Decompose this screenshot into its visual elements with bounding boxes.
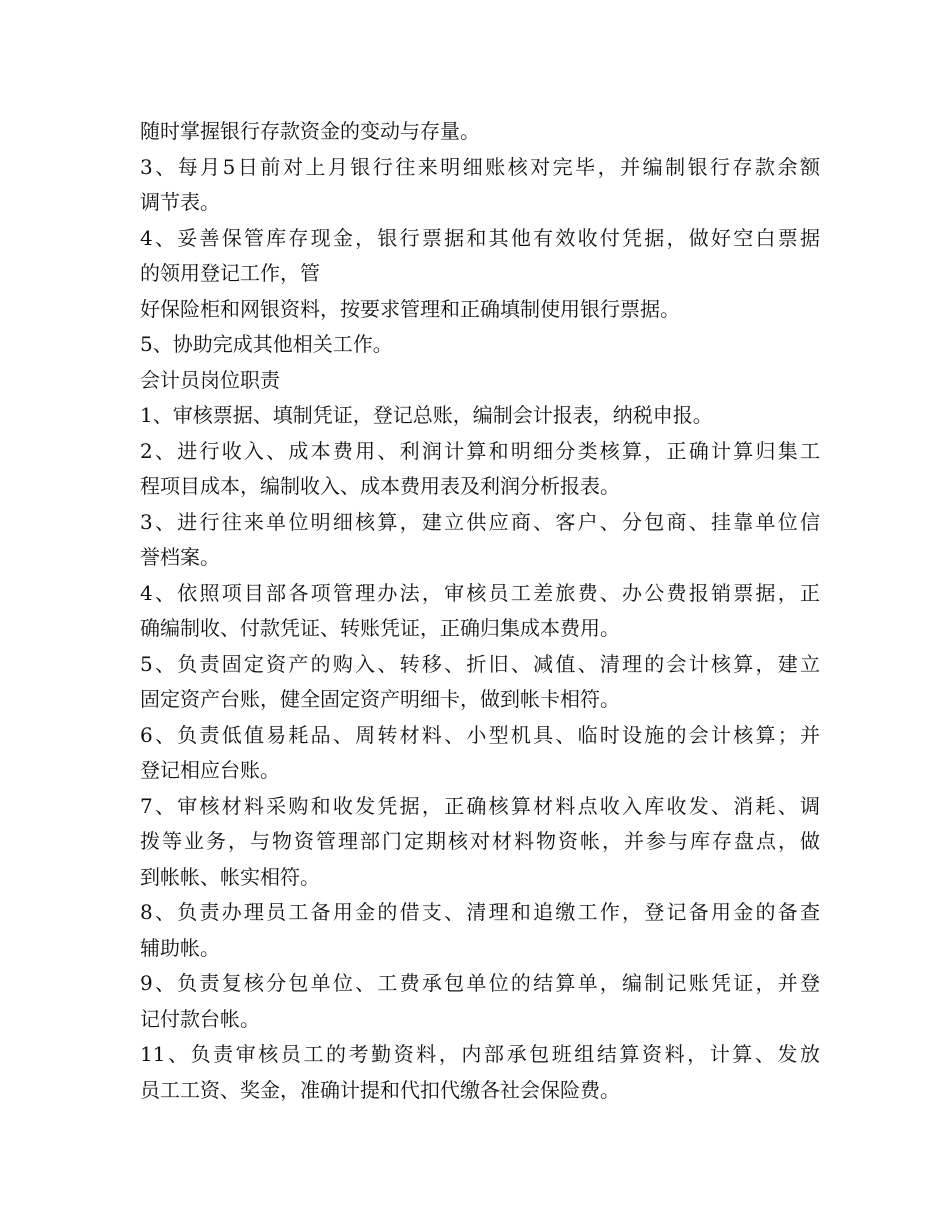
text-line: 随时掌握银行存款资金的变动与存量。 bbox=[140, 119, 480, 143]
text-line: 登记相应台账。 bbox=[140, 758, 280, 782]
text-line: 3、每月5日前对上月银行往来明细账核对完毕，并编制银行存款余额 bbox=[140, 154, 820, 179]
text-line: 6、负责低值易耗品、周转材料、小型机具、临时设施的会计核算；并 bbox=[140, 722, 820, 747]
text-line: 辅助帐。 bbox=[140, 935, 220, 960]
text-line: 2、进行收入、成本费用、利润计算和明细分类核算，正确计算归集工 bbox=[140, 438, 820, 463]
document-page bbox=[140, 114, 820, 1108]
text-line: 固定资产台账，健全固定资产明细卡，做到帐卡相符。 bbox=[140, 687, 620, 711]
text-line: 11、负责审核员工的考勤资料，内部承包班组结算资料，计算、发放 bbox=[140, 1042, 820, 1066]
text-line: 8、负责办理员工备用金的借支、清理和追缴工作，登记备用金的备查 bbox=[140, 900, 820, 924]
text-line: 1、审核票据、填制凭证，登记总账，编制会计报表，纳税申报。 bbox=[140, 403, 713, 427]
text-line: 记付款台帐。 bbox=[140, 1006, 260, 1031]
text-line: 3、进行往来单位明细核算，建立供应商、客户、分包商、挂靠单位信 bbox=[140, 509, 820, 534]
text-line: 到帐帐、帐实相符。 bbox=[140, 864, 320, 889]
text-line: 调节表。 bbox=[140, 190, 220, 214]
text-line: 程项目成本，编制收入、成本费用表及利润分析报表。 bbox=[140, 474, 620, 498]
text-line: 5、协助完成其他相关工作。 bbox=[140, 332, 393, 356]
text-line: 好保险柜和网银资料，按要求管理和正确填制使用银行票据。 bbox=[140, 296, 680, 321]
text-line: 确编制收、付款凭证、转账凭证，正确归集成本费用。 bbox=[140, 616, 620, 640]
text-line: 员工工资、奖金，准确计提和代扣代缴各社会保险费。 bbox=[140, 1077, 620, 1102]
text-line: 9、负责复核分包单位、工费承包单位的结算单，编制记账凭证，并登 bbox=[140, 971, 820, 995]
text-line: 拨等业务，与物资管理部门定期核对材料物资帐，并参与库存盘点，做 bbox=[140, 829, 820, 853]
text-line: 誉档案。 bbox=[140, 545, 220, 569]
text-line: 会计员岗位职责 bbox=[140, 367, 280, 392]
text-line: 4、依照项目部各项管理办法，审核员工差旅费、办公费报销票据，正 bbox=[140, 580, 820, 605]
text-line: 5、负责固定资产的购入、转移、折旧、减值、清理的会计核算，建立 bbox=[140, 651, 820, 676]
text-line: 的领用登记工作，管 bbox=[140, 261, 320, 285]
text-line: 7、审核材料采购和收发凭据，正确核算材料点收入库收发、消耗、调 bbox=[140, 793, 820, 818]
text-line: 4、妥善保管库存现金，银行票据和其他有效收付凭据，做好空白票据 bbox=[140, 225, 820, 250]
